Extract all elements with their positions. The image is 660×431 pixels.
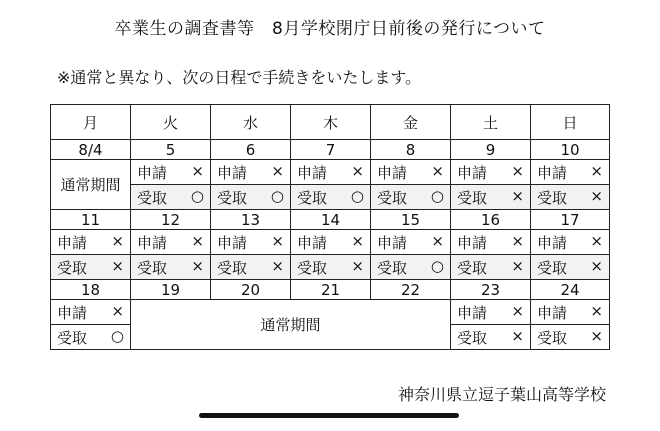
apply-label: 申請 xyxy=(137,163,168,182)
weekday-header-row xyxy=(51,105,610,140)
apply-label: 申請 xyxy=(537,163,568,182)
cross-mark: × xyxy=(111,231,124,250)
apply-label: 申請 xyxy=(457,303,488,322)
receive-label: 受取 xyxy=(297,188,328,207)
date-cell: 8/4 xyxy=(51,140,131,160)
cross-mark: × xyxy=(590,186,603,205)
weekday-thu: 木 xyxy=(291,105,371,140)
circle-mark: ○ xyxy=(190,186,204,205)
cross-mark: × xyxy=(590,161,603,180)
cross-mark: × xyxy=(590,301,603,320)
receive-status-cell xyxy=(51,255,131,280)
receive-label: 受取 xyxy=(297,258,328,277)
date-cell: 13 xyxy=(211,210,291,230)
receive-status-cell xyxy=(451,255,531,280)
apply-status-cell xyxy=(451,230,531,255)
normal-period-label: 通常期間 xyxy=(131,300,451,350)
receive-label: 受取 xyxy=(457,328,488,347)
apply-label: 申請 xyxy=(297,233,328,252)
cross-mark: × xyxy=(111,301,124,320)
apply-status-cell xyxy=(371,230,451,255)
circle-mark: ○ xyxy=(110,326,124,345)
receive-status-cell xyxy=(451,325,531,350)
apply-label: 申請 xyxy=(537,303,568,322)
date-cell: 21 xyxy=(291,280,371,300)
cross-mark: × xyxy=(191,256,204,275)
cross-mark: × xyxy=(590,231,603,250)
circle-mark: ○ xyxy=(430,256,444,275)
apply-status-cell xyxy=(291,160,371,185)
receive-status-cell xyxy=(51,325,131,350)
cross-mark: × xyxy=(351,256,364,275)
date-cell: 9 xyxy=(451,140,531,160)
apply-label: 申請 xyxy=(217,233,248,252)
cross-mark: × xyxy=(511,256,524,275)
circle-mark: ○ xyxy=(270,186,284,205)
apply-label: 申請 xyxy=(297,163,328,182)
apply-label: 申請 xyxy=(217,163,248,182)
date-row xyxy=(51,280,610,300)
apply-status-cell xyxy=(531,160,610,185)
apply-status-cell xyxy=(451,160,531,185)
receive-label: 受取 xyxy=(57,258,88,277)
date-cell: 24 xyxy=(531,280,610,300)
date-cell: 17 xyxy=(531,210,610,230)
receive-label: 受取 xyxy=(377,188,408,207)
receive-status-cell xyxy=(211,255,291,280)
receive-label: 受取 xyxy=(537,258,568,277)
receive-label: 受取 xyxy=(217,258,248,277)
weekday-wed: 水 xyxy=(211,105,291,140)
weekday-sat: 土 xyxy=(451,105,531,140)
apply-label: 申請 xyxy=(457,163,488,182)
apply-status-cell xyxy=(291,230,371,255)
cross-mark: × xyxy=(191,231,204,250)
apply-label: 申請 xyxy=(377,163,408,182)
receive-status-cell xyxy=(531,255,610,280)
weekday-sun: 日 xyxy=(531,105,610,140)
date-cell: 22 xyxy=(371,280,451,300)
apply-status-cell xyxy=(531,300,610,325)
date-cell: 10 xyxy=(531,140,610,160)
date-row xyxy=(51,210,610,230)
cross-mark: × xyxy=(191,161,204,180)
receive-label: 受取 xyxy=(57,328,88,347)
schedule-table xyxy=(50,104,610,350)
receive-label: 受取 xyxy=(137,188,168,207)
cross-mark: × xyxy=(431,161,444,180)
date-cell: 19 xyxy=(131,280,211,300)
receive-status-cell xyxy=(371,185,451,210)
apply-row xyxy=(51,160,610,185)
date-cell: 18 xyxy=(51,280,131,300)
date-cell: 14 xyxy=(291,210,371,230)
date-cell: 16 xyxy=(451,210,531,230)
apply-label: 申請 xyxy=(537,233,568,252)
weekday-mon: 月 xyxy=(51,105,131,140)
date-cell: 11 xyxy=(51,210,131,230)
receive-status-cell xyxy=(131,255,211,280)
circle-mark: ○ xyxy=(430,186,444,205)
receive-label: 受取 xyxy=(537,188,568,207)
date-cell: 12 xyxy=(131,210,211,230)
date-cell: 15 xyxy=(371,210,451,230)
receive-row xyxy=(51,255,610,280)
apply-label: 申請 xyxy=(137,233,168,252)
apply-status-cell xyxy=(451,300,531,325)
apply-label: 申請 xyxy=(377,233,408,252)
cross-mark: × xyxy=(511,186,524,205)
date-cell: 5 xyxy=(131,140,211,160)
receive-label: 受取 xyxy=(537,328,568,347)
cross-mark: × xyxy=(511,161,524,180)
date-cell: 7 xyxy=(291,140,371,160)
date-cell: 8 xyxy=(371,140,451,160)
apply-status-cell xyxy=(131,160,211,185)
receive-status-cell xyxy=(291,255,371,280)
cross-mark: × xyxy=(511,231,524,250)
apply-label: 申請 xyxy=(57,303,88,322)
apply-status-cell xyxy=(531,230,610,255)
date-cell: 23 xyxy=(451,280,531,300)
cross-mark: × xyxy=(590,326,603,345)
apply-status-cell xyxy=(211,160,291,185)
cross-mark: × xyxy=(271,231,284,250)
notice-text: ※通常と異なり、次の日程で手続きをいたします。 xyxy=(57,68,422,87)
cross-mark: × xyxy=(351,161,364,180)
receive-row xyxy=(51,185,610,210)
cross-mark: × xyxy=(511,301,524,320)
apply-status-cell xyxy=(51,230,131,255)
cross-mark: × xyxy=(590,256,603,275)
receive-label: 受取 xyxy=(457,258,488,277)
receive-status-cell xyxy=(211,185,291,210)
cross-mark: × xyxy=(111,256,124,275)
receive-status-cell xyxy=(451,185,531,210)
receive-label: 受取 xyxy=(217,188,248,207)
receive-label: 受取 xyxy=(457,188,488,207)
receive-status-cell xyxy=(131,185,211,210)
apply-status-cell xyxy=(211,230,291,255)
receive-status-cell xyxy=(371,255,451,280)
date-cell: 6 xyxy=(211,140,291,160)
receive-status-cell xyxy=(531,325,610,350)
cross-mark: × xyxy=(431,231,444,250)
page-title: 卒業生の調査書等 8月学校閉庁日前後の発行について xyxy=(114,19,546,39)
cross-mark: × xyxy=(511,326,524,345)
cross-mark: × xyxy=(351,231,364,250)
school-name: 神奈川県立逗子葉山高等学校 xyxy=(397,385,606,404)
receive-label: 受取 xyxy=(377,258,408,277)
date-cell: 20 xyxy=(211,280,291,300)
circle-mark: ○ xyxy=(350,186,364,205)
normal-period-label: 通常期間 xyxy=(51,160,131,210)
date-row xyxy=(51,140,610,160)
apply-label: 申請 xyxy=(57,233,88,252)
apply-row xyxy=(51,230,610,255)
apply-status-cell xyxy=(51,300,131,325)
receive-label: 受取 xyxy=(137,258,168,277)
receive-status-cell xyxy=(291,185,371,210)
cross-mark: × xyxy=(271,256,284,275)
apply-status-cell xyxy=(131,230,211,255)
weekday-fri: 金 xyxy=(371,105,451,140)
apply-status-cell xyxy=(371,160,451,185)
home-indicator[interactable] xyxy=(199,413,459,418)
apply-label: 申請 xyxy=(457,233,488,252)
cross-mark: × xyxy=(271,161,284,180)
apply-row xyxy=(51,300,610,325)
weekday-tue: 火 xyxy=(131,105,211,140)
receive-status-cell xyxy=(531,185,610,210)
